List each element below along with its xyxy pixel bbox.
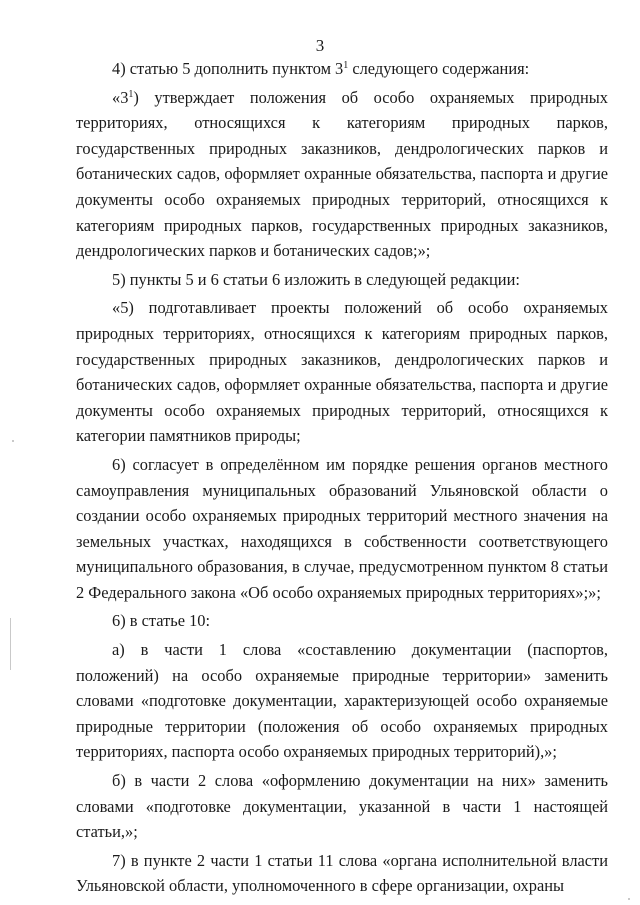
paragraph-part-2: б) в части 2 слова «оформлению документации на них» заменить словами «подготовке документации, указанной в части 1 настоящей статьи,»; bbox=[76, 771, 608, 842]
paragraph-amend-article-11: 7) в пункте 2 части 1 статьи 11 слова «органа исполнительной власти Ульяновской области, уполномоченного в сфере организации, охраны bbox=[76, 850, 608, 896]
paragraph-text: 4) статью 5 дополнить пунктом 3 bbox=[112, 59, 344, 78]
scan-speck bbox=[12, 440, 14, 442]
paragraph-text: ) утверждает положения об особо охраняемых природных территориях, относящихся к категориям природных парков, государственных природных заказников, дендрологических парков и ботанических садов, оформляет охранные обязательства, паспорта и другие документы особо охраняемых природных территорий, относящихся к категориям природных парков, государственных природных заказников, дендрологических парков и ботанических садов;»; bbox=[76, 87, 608, 261]
superscript-index: 1 bbox=[128, 88, 134, 100]
scan-speck bbox=[628, 898, 630, 900]
paragraph-amend-article-5 bbox=[76, 56, 608, 82]
scan-margin-mark bbox=[10, 618, 11, 670]
superscript-index: 1 bbox=[343, 60, 349, 71]
paragraph-text: следующего содержания: bbox=[348, 59, 530, 78]
paragraph-point-6: 6) согласует в определённом им порядке решения органов местного самоуправления муниципальных образований Ульяновской области о создании особо охраняемых природных территорий местного значения на земельных участках, находящихся в собственности соответствующего муниципального образования, в случае, предусмотренном пунктом 8 статьи 2 Федерального закона «Об особо охраняемых природных территориях»;»; bbox=[76, 454, 608, 602]
page-number: 3 bbox=[315, 36, 325, 55]
document-body bbox=[76, 56, 608, 899]
paragraph-point-5: «5) подготавливает проекты положений об особо охраняемых природных территориях, относящихся к категориям природных парков, государственных природных заказников, дендрологических парков и ботанических садов, оформляет охранные обязательства, паспорта и другие документы особо охраняемых природных территорий, относящихся к категории памятников природы; bbox=[76, 298, 608, 446]
paragraph-point-3-1 bbox=[76, 85, 608, 264]
paragraph-amend-article-10: 6) в статье 10: bbox=[112, 611, 211, 631]
paragraph-amend-article-6: 5) пункты 5 и 6 статьи 6 изложить в следующей редакции: bbox=[112, 269, 520, 289]
paragraph-part-1: а) в части 1 слова «составлению документации (паспортов, положений) на особо охраняемые природные территории» заменить словами «подготовке документации, характеризующей особо охраняемые природные территории (положения об особо охраняемых природных территориях, паспорта особо охраняемых природных территорий),»; bbox=[76, 640, 608, 762]
paragraph-text: «3 bbox=[112, 87, 129, 107]
